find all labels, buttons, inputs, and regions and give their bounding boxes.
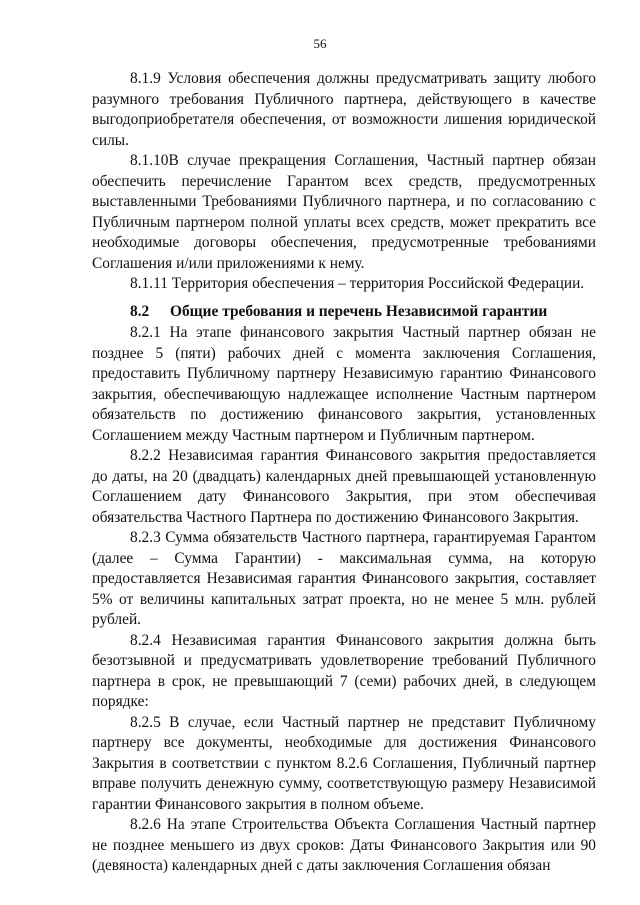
paragraph-8-1-11: 8.1.11 Территория обеспечения – территория Российской Федерации. xyxy=(130,275,585,292)
paragraph-8-1-9: 8.1.9 Условия обеспечения должны предусматривать защиту любого разумного требования Публичного партнера, действующего в качестве выгодоприобретателя обеспечения, от возможности лишения юридической силы. xyxy=(92,70,596,149)
page-number: 56 xyxy=(313,36,327,51)
paragraph-8-2-3: 8.2.3 Сумма обязательств Частного партнера, гарантируемая Гарантом (далее – Сумма Гарантии) - максимальная сумма, на которую предоставляется Независимая гарантия Финансового закрытия, составляет 5% от величины капитальных затрат проекта, но не менее 5 млн. рублей рублей. xyxy=(92,529,596,628)
paragraph-8-2-4: 8.2.4 Независимая гарантия Финансового закрытия должна быть безотзывной и предусматривать удовлетворение требований Публичного партнера в срок, не превышающий 7 (семи) рабочих дней, в следующем порядке: xyxy=(92,631,596,710)
paragraph-8-2-5: 8.2.5 В случае, если Частный партнер не представит Публичному партнеру все документы, необходимые для достижения Финансового Закрытия в соответствии с пунктом 8.2.6 Соглашения, Публичный партнер вправе получить денежную сумму, соответствующую размеру Независимой гарантии Финансового закрытия в полном объеме. xyxy=(92,713,596,813)
section-heading xyxy=(92,302,596,323)
paragraph-8-2-6: 8.2.6 На этапе Строительства Объекта Соглашения Частный партнер не позднее меньшего из двух сроков: Даты Финансового Закрытия или 90 (девяноста) календарных дней с даты заключения Соглашения обязан xyxy=(92,816,596,874)
section-heading-title: Общие требования и перечень Независимой гарантии xyxy=(170,302,548,320)
paragraph-8-2-2: 8.2.2 Независимая гарантия Финансового закрытия предоставляется до даты, на 20 (двадцать) календарных дней превышающей установленную Соглашением дату Финансового Закрытия, при этом обеспечивая обязательства Частного Партнера по достижению Финансового Закрытия. xyxy=(92,447,596,526)
paragraph-8-2-1: 8.2.1 На этапе финансового закрытия Частный партнер обязан не позднее 5 (пяти) рабочих дней с момента заключения Соглашения, предоставить Публичному партнеру Независимую гарантию Финансового закрытия, обеспечивающую надлежащее исполнение Частным партнером обязательств по достижению финансового закрытия, установленных Соглашением между Частным партнером и Публичным партнером. xyxy=(92,324,596,444)
section-heading-number: 8.2 xyxy=(130,302,150,320)
paragraph-8-1-10: 8.1.10В случае прекращения Соглашения, Частный партнер обязан обеспечить перечисление Гарантом всех средств, предусмотренных выставленными Требованиями Публичного партнера, и по согласованию с Публичным партнером полной уплаты всех средств, может прекратить все необходимые договоры обеспечения, предусмотренные требованиями Соглашения и/или приложениями к нему. xyxy=(92,152,596,272)
